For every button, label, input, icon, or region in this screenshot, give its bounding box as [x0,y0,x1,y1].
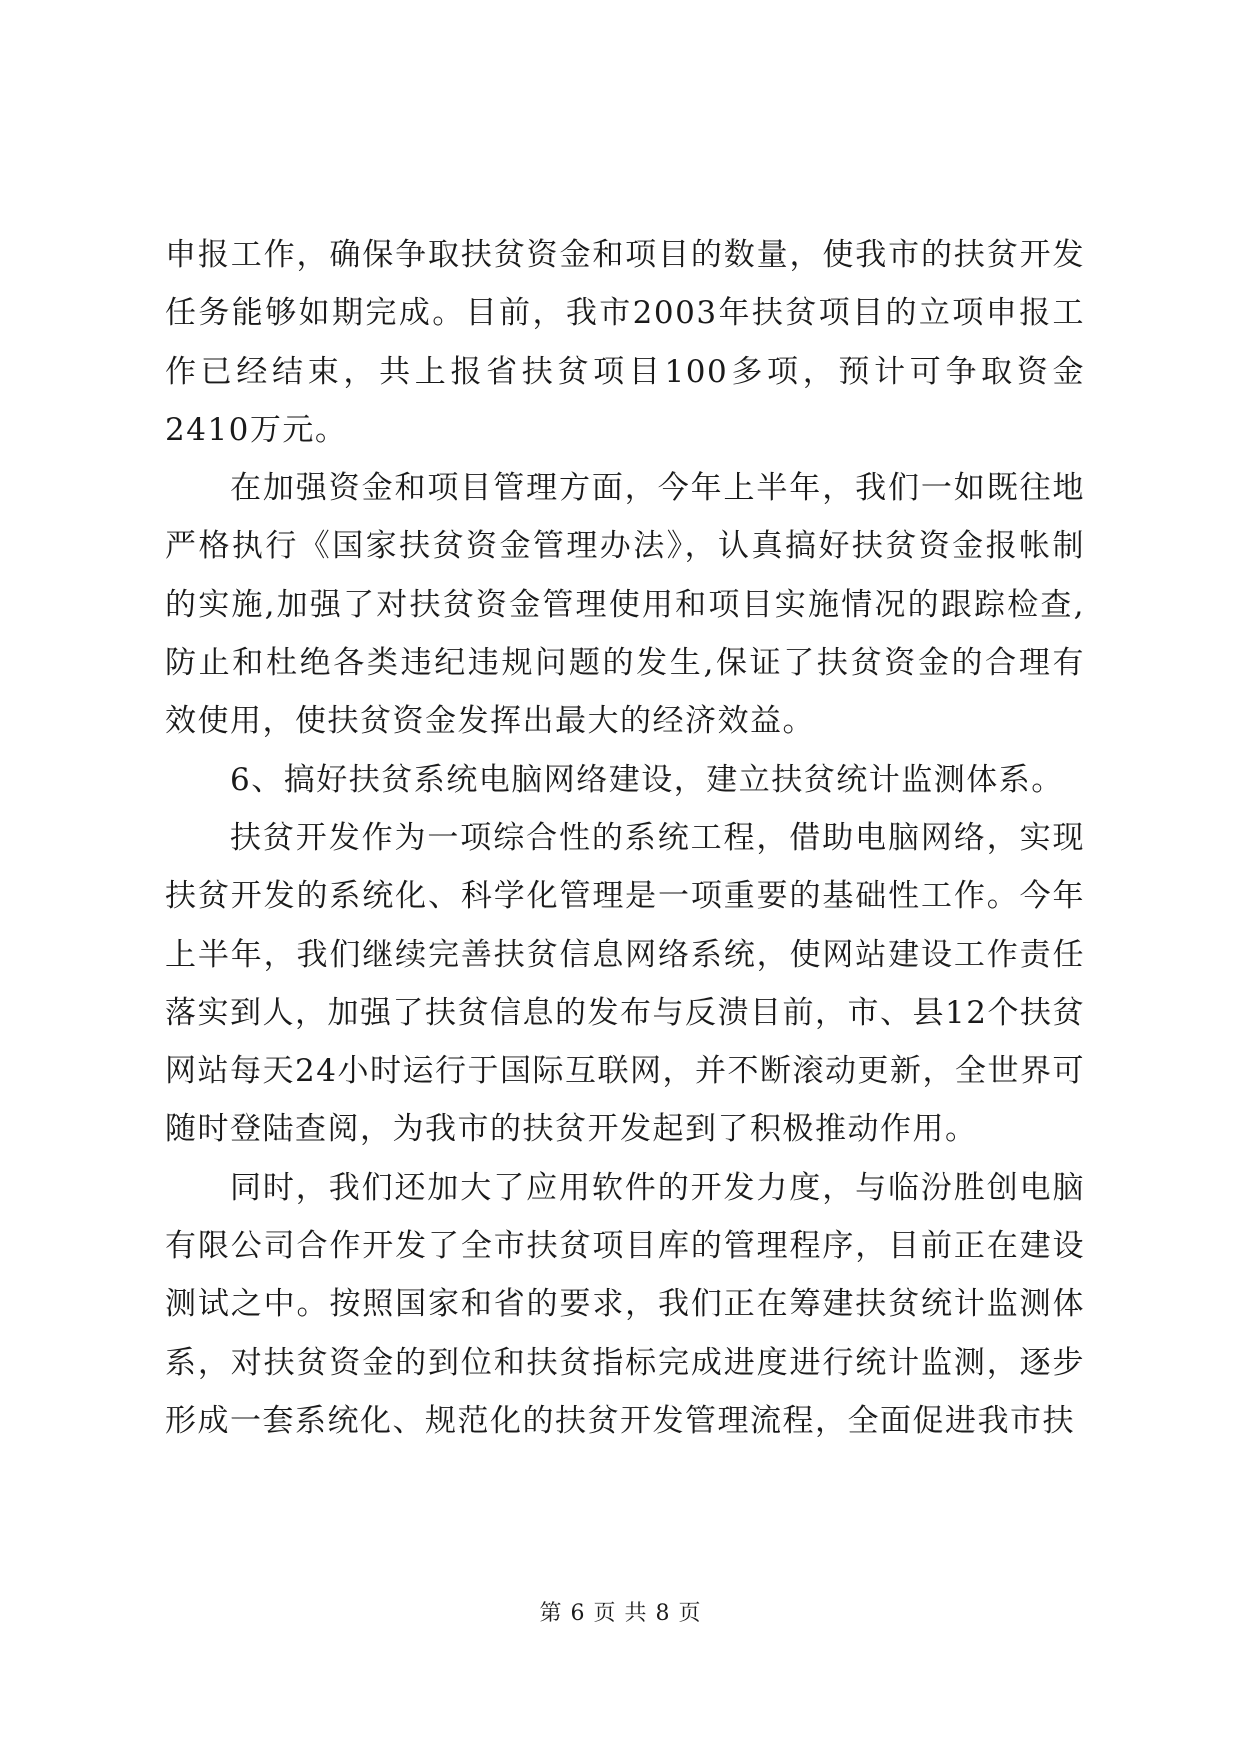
paragraph-2: 在加强资金和项目管理方面，今年上半年，我们一如既往地严格执行《国家扶贫资金管理办法》，认真搞好扶贫资金报帐制的实施,加强了对扶贫资金管理使用和项目实施情况的跟踪检查,防止和杜绝各类违纪违规问题的发生,保证了扶贫资金的合理有效使用，使扶贫资金发挥出最大的经济效益。 [165,470,1085,740]
page-number-footer: 第 6 页 共 8 页 [539,1601,702,1626]
paragraph-4: 同时，我们还加大了应用软件的开发力度，与临汾胜创电脑有限公司合作开发了全市扶贫项目库的管理程序，目前正在建设测试之中。按照国家和省的要求，我们正在筹建扶贫统计监测体系，对扶贫资金的到位和扶贫指标完成进度进行统计监测，逐步形成一套系统化、规范化的扶贫开发管理流程，全面促进我市扶 [165,1169,1085,1439]
document-body [165,226,1085,1450]
paragraph-1: 申报工作，确保争取扶贫资金和项目的数量，使我市的扶贫开发任务能够如期完成。目前，我市2003年扶贫项目的立项申报工作已经结束，共上报省扶贫项目100多项，预计可争取资金2410万元。 [165,237,1085,448]
paragraph-3: 扶贫开发作为一项综合性的系统工程，借助电脑网络，实现扶贫开发的系统化、科学化管理是一项重要的基础性工作。今年上半年，我们继续完善扶贫信息网络系统，使网站建设工作责任落实到人，加强了扶贫信息的发布与反溃目前，市、县12个扶贫网站每天24小时运行于国际互联网，并不断滚动更新，全世界可随时登陆查阅，为我市的扶贫开发起到了积极推动作用。 [165,819,1085,1148]
section-heading-6: 6、搞好扶贫系统电脑网络建设，建立扶贫统计监测体系。 [230,761,1064,798]
